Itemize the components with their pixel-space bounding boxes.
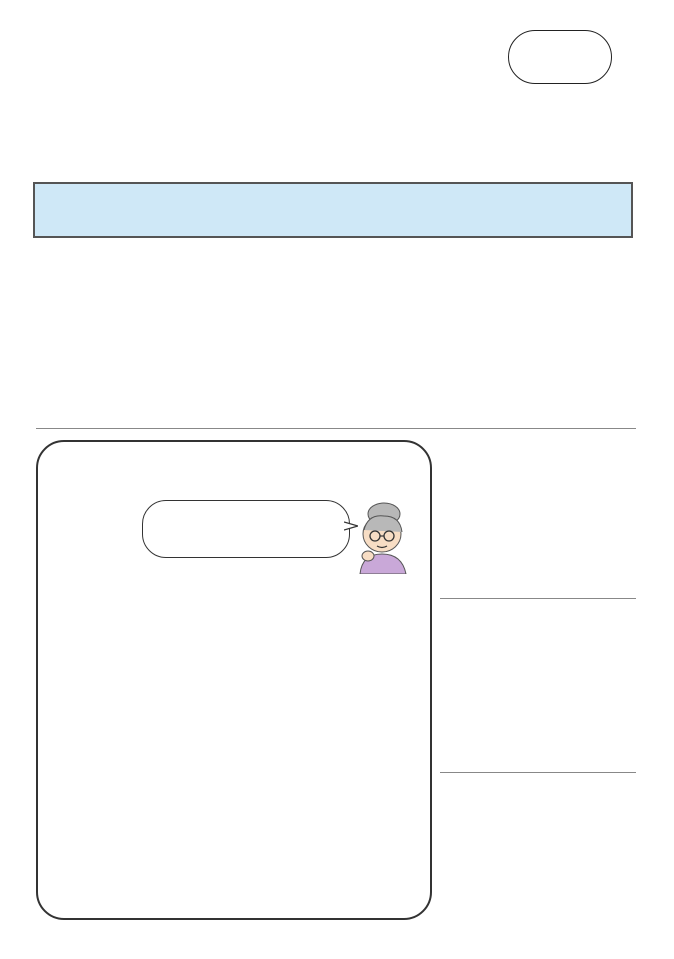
section-divider <box>440 772 636 773</box>
section-divider <box>440 598 636 599</box>
section-divider <box>36 428 636 429</box>
speech-bubble <box>142 500 350 558</box>
headline-banner <box>33 182 633 238</box>
elderly-woman-illustration <box>344 494 416 574</box>
issue-badge <box>508 30 612 84</box>
